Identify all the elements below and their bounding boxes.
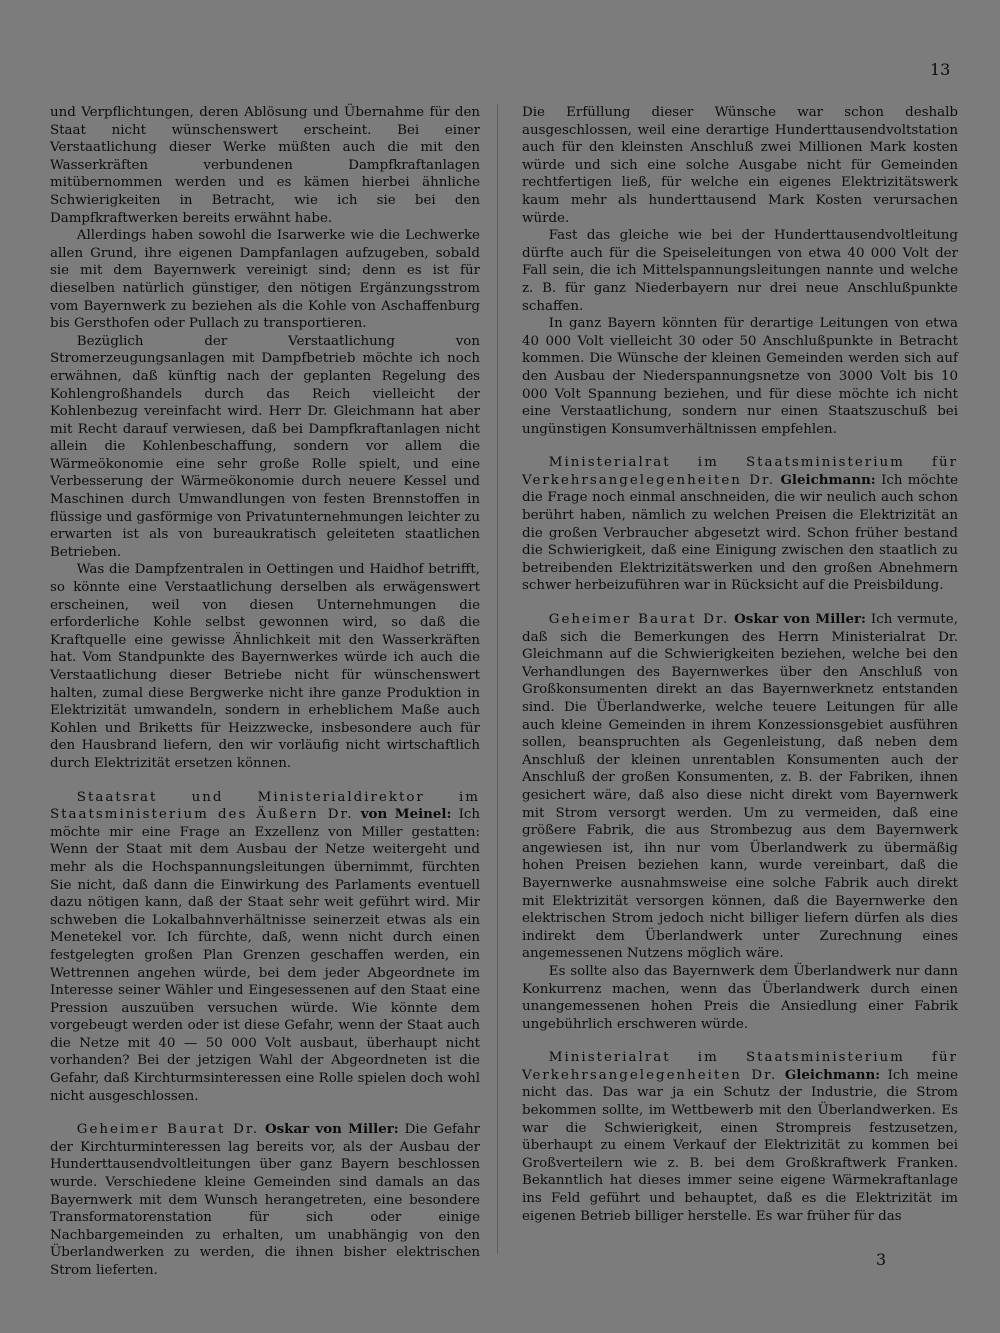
signature-mark: 3: [876, 1250, 887, 1269]
speaker-name: von Meinel:: [360, 806, 452, 823]
speaker-name: Oskar von Miller:: [734, 611, 866, 628]
column-divider: [497, 104, 498, 1254]
paragraph: und Verpflichtungen, deren Ablösung und Übernahme für den Staat nicht wünschenswert erscheint. Bei einer Verstaatlichung dieser Werke müßten auch die mit den Wasserkräften verbundenen Dampfkraftanlagen mitübernommen werden und es kämen hierbei ähnliche Schwierigkeiten in Betracht, wie ich sie bei den Dampfkraftwerken bereits erwähnt habe.: [50, 105, 480, 226]
speech-paragraph: [50, 789, 480, 1106]
speech-text: Ich vermute, daß sich die Bemerkungen des Herrn Ministerialrat Dr. Gleichmann auf die Schwierigkeiten beziehen, welche bei den Verhandlungen des Bayernwerkes über den Anschluß von Großkonsumenten direkt an das Bayernwerknetz entstanden sind. Die Überlandwerke, welche teuere Leitungen für alle auch kleine Gemeinden in ihrem Konzessionsgebiet ausführen sollen, beanspruchten als Gegenleistung, daß neben dem Anschluß der kleinen unrentablen Konsumenten auch der Anschluß der großen Konsumenten, z. B. der Fabriken, ihnen gesichert wäre, daß also diese nicht direkt vom Bayernwerk mit Strom versorgt werden. Um zu vermeiden, daß eine größere Fabrik, die aus Strombezug aus dem Bayernwerk angewiesen ist, ihn nur vom Überlandwerk zu übermäßig hohen Preisen beziehen kann, wurde vereinbart, daß die Bayernwerke ausnahmsweise eine solche Fabrik auch direkt mit Elektrizität versorgen können, daß die Bayernwerke den elektrischen Strom jedoch nicht billiger liefern dürfen als dies indirekt dem Überlandwerk unter Zurechnung eines angemessenen Nutzens möglich wäre.: [522, 612, 958, 962]
speech-text: Die Gefahr der Kirchturminteressen lag bereits vor, als der Ausbau der Hunderttausendvoltleitungen über ganz Bayern beschlossen wurde. Verschiedene kleine Gemeinden sind damals an das Bayernwerk mit dem Wunsch herangetreten, eine besondere Transformatorenstation für sich oder einige Nachbargemeinden zu erhalten, um unabhängig von den Überlandwerken zu werden, die ihnen bisher elektrischen Strom lieferten.: [50, 1122, 480, 1278]
speech-paragraph: [522, 454, 958, 595]
speaker-name: Gleichmann:: [784, 1066, 881, 1083]
speaker-title: Geheimer Baurat Dr.: [76, 1122, 260, 1138]
paragraph: Allerdings haben sowohl die Isarwerke wie die Lechwerke allen Grund, ihre eigenen Dampfanlagen aufzugeben, sobald sie mit dem Bayernwerk vereinigt sind; denn es ist für dieselben natürlich günstiger, den nötigen Ergänzungsstrom vom Bayernwerk zu beziehen als die Kohle von Aschaffenburg bis Gersthofen oder Pullach zu transportieren.: [50, 228, 480, 332]
speech-paragraph: [50, 1121, 480, 1279]
paragraph: Bezüglich der Verstaatlichung von Stromerzeugungsanlagen mit Dampfbetrieb möchte ich noch erwähnen, daß künftig nach der geplanten Regelung des Kohlengroßhandels durch das Reich vielleicht der Kohlenbezug vereinfacht wird. Herr Dr. Gleichmann hat aber mit Recht darauf verwiesen, daß bei Dampfkraftanlagen nicht allein die Kohlenbeschaffung, sondern vor allem die Wärmeökonomie eine sehr große Rolle spielt, und eine Verbesserung der Wärmeökonomie durch neuere Kessel und Maschinen durch Umwandlungen von festen Brennstoffen in flüssige und gasförmige von Privatunternehmungen leichter zu erwarten ist als von bureaukratisch geleiteten staatlichen Betrieben.: [50, 333, 480, 560]
speaker-title: Geheimer Baurat Dr.: [548, 612, 730, 628]
speech-text: Ich möchte die Frage noch einmal anschneiden, die wir neulich auch schon berührt haben, nämlich zu welchen Preisen die Elektrizität an die großen Verbraucher abgesetzt wird. Schon früher bestand die Schwierigkeit, daß eine Einigung zwischen den staatlich zu betreibenden Elektrizitätswerken und den großen Abnehmern schwer herbeizuführen war in Rücksicht auf die Preisbildung.: [522, 472, 958, 594]
paragraph: Die Erfüllung dieser Wünsche war schon deshalb ausgeschlossen, weil eine derartige Hunderttausendvoltstation auch für den kleinsten Anschluß zwei Millionen Mark kosten würde und sich eine solche Ausgabe nicht für Gemeinden rechtfertigen ließ, für welche ein eigenes Elektrizitätswerk kaum mehr als hunderttausend Mark Kosten verursachen würde.: [522, 105, 958, 226]
speaker-title: Ministerialrat im Staatsministerium für Verkehrsangelegenheiten Dr.: [522, 1050, 958, 1083]
page-number: 13: [930, 60, 951, 79]
speech-paragraph: [522, 611, 958, 963]
paragraph: Was die Dampfzentralen in Oettingen und Haidhof betrifft, so könnte eine Verstaatlichung derselben als erwägenswert erscheinen, weil von diesen Unternehmungen die erforderliche Kohle selbst gewonnen wird, so daß die Kraftquelle eine gewisse Ähnlichkeit mit den Wasserkräften hat. Vom Standpunkte des Bayernwerkes würde ich auch die Verstaatlichung dieser Betriebe nicht für wünschenswert halten, zumal diese Bergwerke nicht ihre ganze Produktion in Elektrizität umwandeln, sondern in erheblichem Maße auch Kohlen und Briketts für Heizzwecke, insbesondere auch für den Hausbrand liefern, den wir vorläufig nicht wirtschaftlich durch Elektrizität ersetzen können.: [50, 562, 480, 771]
speaker-name: Gleichmann:: [780, 471, 876, 488]
speech-paragraph: [522, 1049, 958, 1225]
left-column: [50, 104, 480, 1280]
speech-text: Ich meine nicht das. Das war ja ein Schutz der Industrie, die Strom bekommen sollte, im Wettbewerb mit den Überlandwerken. Es war die Schwierigkeit, einen Strompreis festzusetzen, überhaupt zu einem Verkauf der Elektrizität zu kommen bei Großverteilern wie z. B. bei dem Großkraftwerk Franken. Bekanntlich hat dieses immer seine eigene Wärmekraftanlage ins Feld geführt und behauptet, daß es die Elektrizität im eigenen Betrieb billiger herstelle. Es war früher für das: [522, 1067, 959, 1224]
paragraph: In ganz Bayern könnten für derartige Leitungen von etwa 40 000 Volt vielleicht 30 oder 50 Anschlußpunkte in Betracht kommen. Die Wünsche der kleinen Gemeinden werden sich auf den Ausbau der Niederspannungsnetze von 3000 Volt bis 10 000 Volt Spannung beziehen, und für diese möchte ich nicht eine Verstaatlichung, sondern nur einen Staatszuschuß bei ungünstigen Konsumverhältnissen empfehlen.: [522, 316, 958, 437]
paragraph: Es sollte also das Bayernwerk dem Überlandwerk nur dann Konkurrenz machen, wenn das Überlandwerk durch einen unangemessenen hohen Preis die Ansiedlung einer Fabrik ungebührlich erschweren würde.: [522, 963, 958, 1032]
speaker-title: Staatsrat und Ministerialdirektor im Staatsministerium des Äußern Dr.: [50, 789, 480, 823]
right-column: [522, 104, 958, 1225]
paragraph: Fast das gleiche wie bei der Hunderttausendvoltleitung dürfte auch für die Speiseleitungen von etwa 40 000 Volt der Fall sein, die ich Mittelspannungsleitungen nannte und welche z. B. für ganz Niederbayern nur drei neue Anschlußpunkte schaffen.: [522, 228, 958, 314]
speech-text: Ich möchte mir eine Frage an Exzellenz von Miller gestatten: Wenn der Staat mit dem Ausbau der Netze weitergeht und mehr als die Hochspannungsleitungen übernimmt, fürchten Sie nicht, daß dann die Einwirkung des Parlaments eventuell dazu nötigen kann, daß der Staat sehr weit geführt wird. Mir schweben die Lokalbahnverhältnisse seinerzeit etwas als ein Menetekel vor. Ich fürchte, daß, wenn nicht durch einen festgelegten großen Plan Grenzen geschaffen werden, ein Wettrennen angehen würde, bei dem jeder Abgeordnete im Interesse seiner Wähler und Eingesessenen auf den Staat eine Pression auszuüben versuchen würde. Wie könnte dem vorgebeugt werden oder ist diese Gefahr, wenn der Staat auch die Netze mit 40 — 50 000 Volt ausbaut, überhaupt nicht vorhanden? Bei der jetzigen Wahl der Abgeordneten ist die Gefahr, daß Kirchturmsinteressen eine Rolle spielen doch wohl nicht ausgeschlossen.: [50, 807, 481, 1104]
speaker-name: Oskar von Miller:: [264, 1121, 399, 1138]
speaker-title: Ministerialrat im Staatsministerium für Verkehrsangelegenheiten Dr.: [522, 455, 958, 488]
